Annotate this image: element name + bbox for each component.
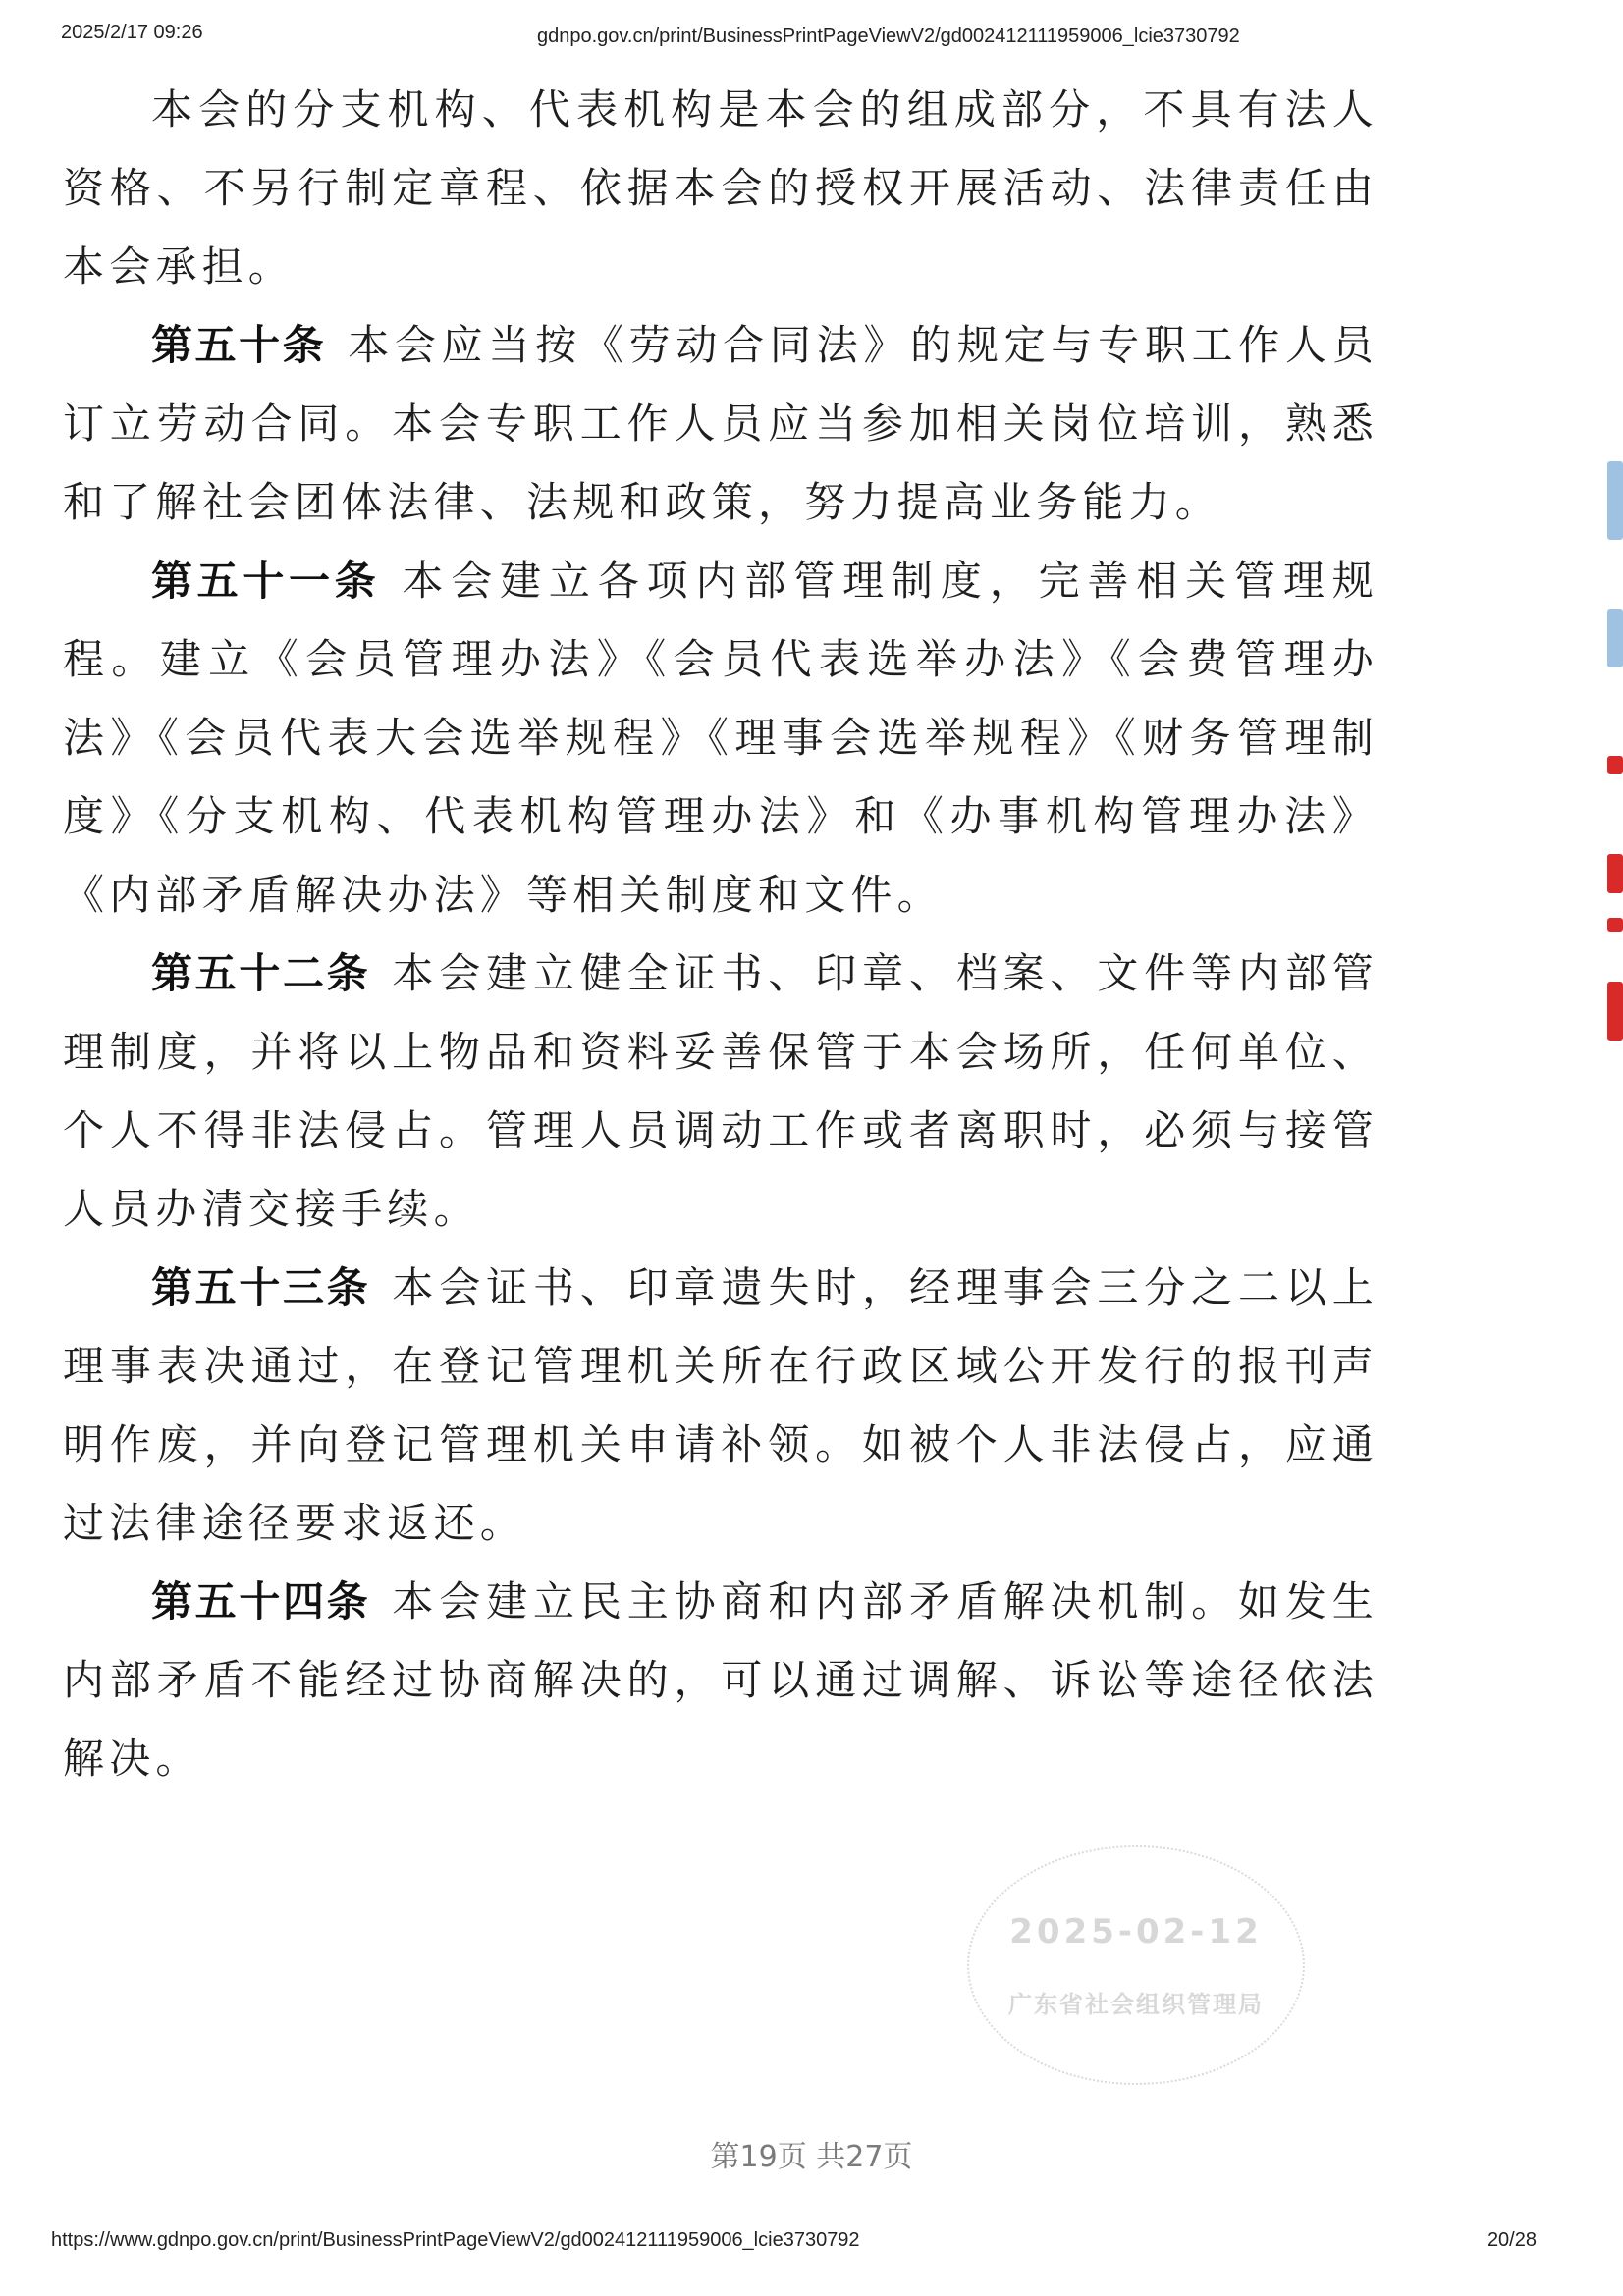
- article-50: [63, 306, 1379, 542]
- article-52: [63, 934, 1379, 1249]
- print-page-number: 20/28: [1487, 2229, 1537, 2251]
- print-header: [61, 22, 1466, 51]
- article-53: [63, 1249, 1379, 1563]
- article-number: 第五十二条: [151, 949, 371, 997]
- scan-edge-mark-blue: [1607, 461, 1623, 540]
- stamp-org: 广东省社会组织管理局: [1008, 1990, 1264, 2018]
- paragraph-text: 本会建立民主协商和内部矛盾解决机制。如发生内部矛盾不能经过协商解决的，可以通过调解、诉讼等途径依法解决。: [63, 1577, 1379, 1783]
- paragraph-text: 本会应当按《劳动合同法》的规定与专职工作人员订立劳动合同。本会专职工作人员应当参加相关岗位培训，熟悉和了解社会团体法律、法规和政策，努力提高业务能力。: [63, 321, 1379, 526]
- official-seal-stamp: [967, 1845, 1305, 2085]
- print-footer: [51, 2229, 1537, 2259]
- scan-edge-mark-red: [1607, 918, 1623, 932]
- paragraph-text: 本会的分支机构、代表机构是本会的组成部分，不具有法人资格、不另行制定章程、依据本会的授权开展活动、法律责任由本会承担。: [63, 85, 1379, 291]
- print-datetime: 2025/2/17 09:26: [61, 22, 203, 43]
- paragraph-text: 本会证书、印章遗失时，经理事会三分之二以上理事表决通过，在登记管理机关所在行政区域公开发行的报刊声明作废，并向登记管理机关申请补领。如被个人非法侵占，应通过法律途径要求返还。: [63, 1263, 1379, 1547]
- article-54: [63, 1563, 1379, 1798]
- paragraph-text: 本会建立各项内部管理制度，完善相关管理规程。建立《会员管理办法》《会员代表选举办法》《会费管理办法》《会员代表大会选举规程》《理事会选举规程》《财务管理制度》《分支机构、代表机构管理办法》和《办事机构管理办法》《内部矛盾解决办法》等相关制度和文件。: [63, 557, 1379, 919]
- print-header-url: gdnpo.gov.cn/print/BusinessPrintPageViewV2/gd002412111959006_lcie3730792: [537, 26, 1240, 47]
- scan-edge-mark-red: [1607, 982, 1623, 1041]
- scan-edge-mark-red: [1607, 854, 1623, 893]
- article-51: [63, 542, 1379, 934]
- article-number: 第五十条: [151, 321, 327, 369]
- page-counter: 第19页 共27页: [710, 2140, 913, 2174]
- article-number: 第五十四条: [151, 1577, 371, 1626]
- scan-edge-mark-red: [1607, 756, 1623, 774]
- print-footer-url: https://www.gdnpo.gov.cn/print/BusinessPrintPageViewV2/gd002412111959006_lcie3730792: [51, 2229, 860, 2251]
- document-body: [63, 71, 1379, 1798]
- scan-edge-mark-blue: [1607, 609, 1623, 667]
- paragraph-branch-institutions: [63, 71, 1379, 306]
- stamp-date: 2025-02-12: [1009, 1911, 1263, 1951]
- paragraph-text: 本会建立健全证书、印章、档案、文件等内部管理制度，并将以上物品和资料妥善保管于本会场所，任何单位、个人不得非法侵占。管理人员调动工作或者离职时，必须与接管人员办清交接手续。: [63, 949, 1379, 1233]
- article-number: 第五十三条: [151, 1263, 371, 1311]
- article-number: 第五十一条: [151, 557, 381, 605]
